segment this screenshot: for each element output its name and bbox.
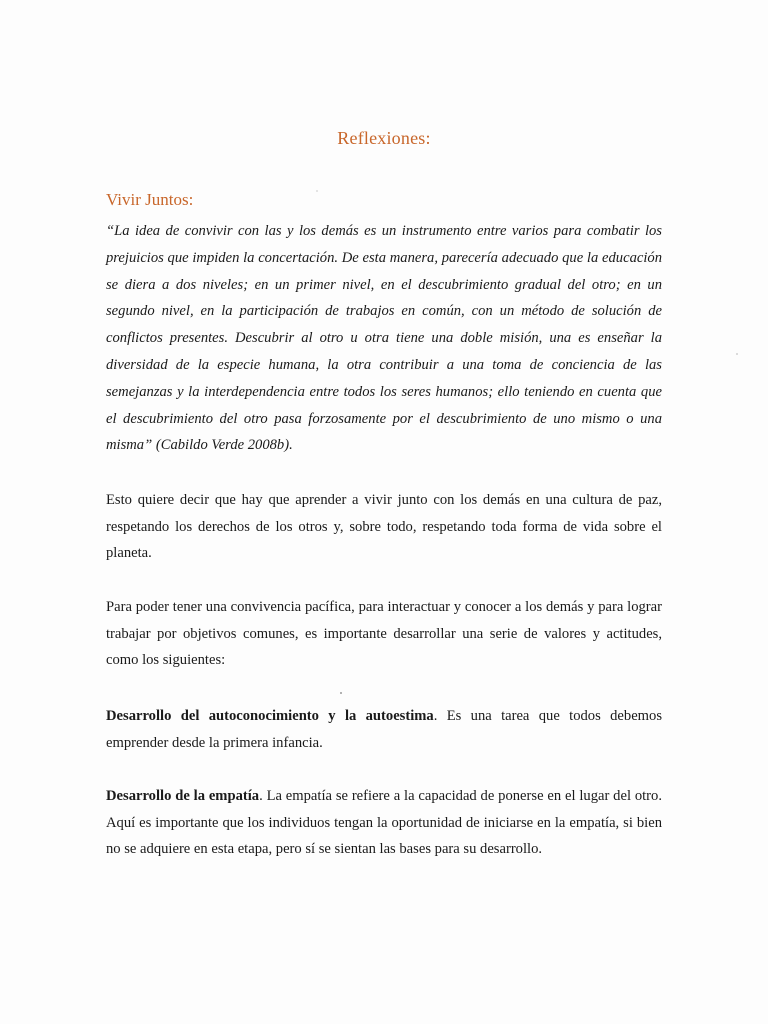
page-title: Reflexiones: <box>337 128 431 148</box>
value-text-autoestima: . Es una tarea que todos debemos emprender desde la primera infancia. <box>106 708 662 751</box>
value-heading-autoestima: Desarrollo del autoconocimiento y la autoestima <box>106 708 434 724</box>
body-paragraph-2: Para poder tener una convivencia pacífica, para interactuar y conocer a los demás y para lograr trabajar por objetivos comunes, es importante desarrollar una serie de valores y actitudes, como los siguientes: <box>106 599 662 669</box>
value-heading-empatia: Desarrollo de la empatía <box>106 788 260 804</box>
quote-paragraph: “La idea de convivir con las y los demás es un instrumento entre varios para combatir los prejuicios que impiden la concertación. De esta manera, parecería adecuado que la educación se diera a dos niveles; en un primer nivel, en el descubrimiento gradual del otro; en un segundo nivel, en la participación de trabajos en común, con un método de solución de conflictos presentes. Descubrir al otro u otra tiene una doble misión, una es enseñar la diversidad de la especie humana, la otra contribuir a una toma de conciencia de las semejanzas y la interdependencia entre todos los seres humanos; ello teniendo en cuenta que el descubrimiento del otro pasa forzosamente por el descubrimiento de uno mismo o una misma” (Cabildo Verde 2008b). <box>106 223 662 454</box>
value-paragraph-autoestima <box>106 703 662 756</box>
body-paragraph-1: Esto quiere decir que hay que aprender a vivir junto con los demás en una cultura de paz, respetando los derechos de los otros y, sobre todo, respetando toda forma de vida sobre el planeta. <box>106 492 662 562</box>
scan-speck <box>316 190 318 192</box>
scan-speck <box>736 353 738 355</box>
scan-speck <box>340 692 342 694</box>
value-paragraph-empatia <box>106 783 662 863</box>
section-heading: Vivir Juntos: <box>106 190 194 209</box>
value-text-empatia: . La empatía se refiere a la capacidad de ponerse en el lugar del otro. Aquí es importante que los individuos tengan la oportunidad de iniciarse en la empatía, si bien no se adquiere en esta etapa, pero sí se sientan las bases para su desarrollo. <box>106 788 662 858</box>
